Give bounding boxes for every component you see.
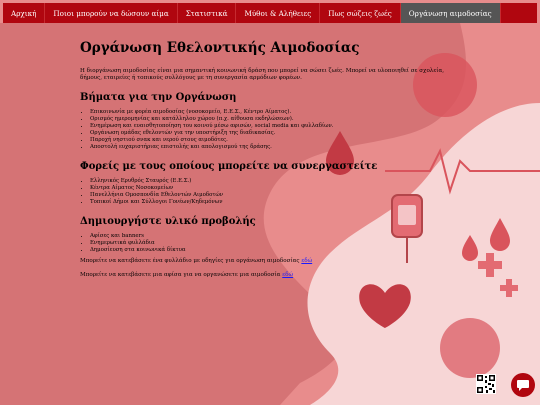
nav-item-myths[interactable]: Μύθοι & Αλήθειες	[236, 3, 320, 23]
download-poster-text: Μπορείτε να κατεβάσετε μια αφίσα για να οργανώσετε μια αιμοδοσία	[80, 271, 283, 278]
list-item: • Παροχή νηστιού σνακ και νερού στους αιμοδότες.	[90, 137, 460, 144]
list-item: • Αποστολή ευχαριστήριας επιστολής και απολογισμού της δράσης.	[90, 144, 460, 151]
download-leaflet-text: Μπορείτε να κατεβάσετε ένα φυλλάδιο με οδηγίες για οργάνωση αιμοδοσίας	[80, 258, 302, 265]
nav-item-statistics[interactable]: Στατιστικά	[178, 3, 237, 23]
list-item: • Κέντρα Αίματος Νοσοκομείων	[90, 185, 460, 192]
globe-icon	[440, 318, 500, 378]
nav-item-organize[interactable]: Οργάνωση αιμοδοσίας	[401, 3, 501, 23]
list-item: • Αφίσες και banners	[90, 233, 460, 240]
promo-heading: Δημιουργήστε υλικό προβολής	[80, 216, 256, 228]
nav-item-home[interactable]: Αρχική	[3, 3, 45, 23]
chat-button[interactable]	[511, 373, 535, 397]
list-item: • Επικοινωνία με φορέα αιμοδοσίας (νοσοκομείο, Ε.Ε.Σ., Κέντρο Αίματος).	[90, 109, 460, 116]
intro-text: Η διοργάνωση αιμοδοσίας είναι μια σημαντική κοινωνική δράση που μπορεί να σώσει ζωές. Μπορεί να υλοποιηθεί σε σχολεία, δήμους, εταιρείες ή τοπικούς συλλόγους με τη συνεργασία αρμόδιων φορέων.	[80, 68, 445, 82]
main-content	[80, 40, 460, 285]
list-item: • Οργάνωση ομάδας εθελοντών για την υποστήριξη της διαδικασίας.	[90, 130, 460, 137]
top-nav	[3, 3, 537, 23]
steps-list	[80, 109, 460, 151]
list-item: • Δημοσίευση στα κοινωνικά δίκτυα	[90, 247, 460, 254]
download-poster-paragraph	[80, 272, 460, 279]
list-item: • Ελληνικός Ερυθρός Σταυρός (Ε.Ε.Σ.)	[90, 178, 460, 185]
promo-list	[80, 233, 460, 254]
list-item: • Ενημερωτικά φυλλάδια	[90, 240, 460, 247]
page-title: Οργάνωση Εθελοντικής Αιμοδοσίας	[80, 40, 360, 56]
partners-list	[80, 178, 460, 206]
list-item: • Ορισμός ημερομηνίας και κατάλληλου χώρου (π.χ. αίθουσα εκδηλώσεων).	[90, 116, 460, 123]
steps-heading: Βήματα για την Οργάνωση	[80, 92, 237, 104]
list-item: • Πανελλήνια Ομοσπονδία Εθελοντών Αιμοδοτών	[90, 192, 460, 199]
nav-item-save-lives[interactable]: Πως σώζεις ζωές	[320, 3, 400, 23]
list-item: • Τοπικοί Δήμοι και Σύλλογοι Γονέων/Κηδεμόνων	[90, 199, 460, 206]
download-poster-link[interactable]: εδώ	[282, 271, 294, 278]
partners-heading: Φορείς με τους οποίους μπορείτε να συνεργαστείτε	[80, 161, 378, 173]
chat-bubble-icon	[516, 378, 530, 392]
list-item: • Ενημέρωση και ευαισθητοποίηση του κοινού μέσω αφισών, social media και φυλλαδίων.	[90, 123, 460, 130]
download-leaflet-paragraph	[80, 258, 460, 265]
nav-item-who-can-donate[interactable]: Ποιοι μπορούν να δώσουν αίμα	[45, 3, 177, 23]
download-leaflet-link[interactable]: εδώ	[301, 258, 313, 265]
qr-code-icon[interactable]	[476, 374, 496, 394]
